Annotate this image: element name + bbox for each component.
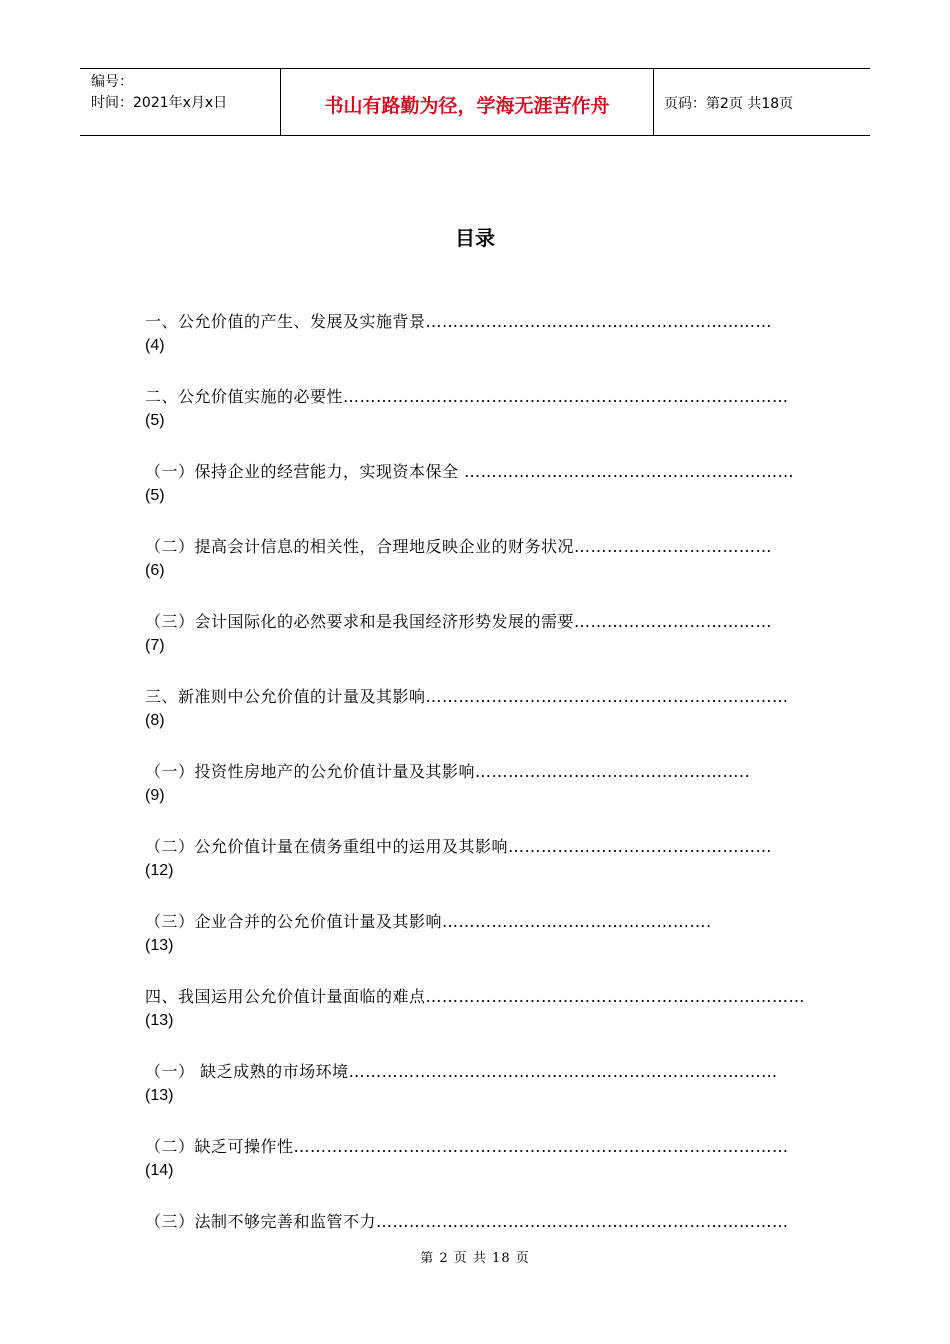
toc-entry[interactable]	[145, 535, 807, 610]
toc-entry[interactable]	[145, 310, 807, 385]
toc-entry-text: 四、我国运用公允价值计量面临的难点……………………………………………………………	[145, 987, 806, 1006]
serial-label: 编号：	[91, 74, 133, 90]
toc-entry-page: (13)	[145, 1087, 174, 1104]
toc-entry-text: （三）企业合并的公允价值计量及其影响………………………………………….	[145, 912, 712, 931]
toc-entry[interactable]	[145, 685, 807, 760]
toc-entry-page: (5)	[145, 412, 165, 429]
toc-entry-page: (4)	[145, 337, 165, 354]
toc-entry-page: (13)	[145, 937, 174, 954]
header-page-info: 页码：第2页 共18页	[664, 96, 794, 112]
toc-entry-text: 二、公允价值实施的必要性………………………………………………………………………	[145, 387, 789, 406]
toc-entry-text: （一）投资性房地产的公允价值计量及其影响…………………………………………..	[145, 762, 751, 781]
toc-entry[interactable]	[145, 610, 807, 685]
toc-entry-page: (12)	[145, 862, 174, 879]
toc-entry-text: （一）保持企业的经营能力，实现资本保全 ……………………………………………………	[145, 462, 795, 481]
toc-entry-text: （三）会计国际化的必然要求和是我国经济形势发展的需要………………………………	[145, 612, 773, 631]
toc-entry-text: （一） 缺乏成熟的市场环境……………………………………………………………………	[145, 1062, 778, 1081]
toc-entry[interactable]	[145, 1060, 807, 1135]
toc-entry-text: （二）提高会计信息的相关性，合理地反映企业的财务状况………………………………	[145, 537, 773, 556]
toc-entry[interactable]	[145, 985, 807, 1060]
toc-entry-page: (13)	[145, 1012, 174, 1029]
table-of-contents	[145, 310, 807, 1285]
toc-entry-text: （二）缺乏可操作性………………………………………………………………………………	[145, 1137, 789, 1156]
toc-entry-page: (6)	[145, 562, 165, 579]
toc-entry[interactable]	[145, 385, 807, 460]
toc-entry-text: 三、新准则中公允价值的计量及其影响…………………………………………………………	[145, 687, 789, 706]
toc-entry[interactable]	[145, 910, 807, 985]
toc-entry-page: (8)	[145, 712, 165, 729]
page-header	[80, 68, 870, 136]
page-title: 目录	[455, 226, 495, 250]
toc-entry-text: 一、公允价值的产生、发展及实施背景………………………………………………………	[145, 312, 773, 331]
toc-entry[interactable]	[145, 460, 807, 535]
page-footer: 第 2 页 共 18 页	[420, 1251, 530, 1266]
header-meta	[80, 69, 281, 135]
toc-entry-page: (9)	[145, 787, 165, 804]
time-label: 时间：2021年x月x日	[91, 95, 228, 111]
toc-entry[interactable]	[145, 835, 807, 910]
toc-entry-text: （二）公允价值计量在债务重组中的运用及其影响…………………………………………	[145, 837, 773, 856]
toc-entry-text: （三）法制不够完善和监管不力…………………………………………………………………	[145, 1212, 789, 1231]
toc-entry[interactable]	[145, 1135, 807, 1210]
header-motto: 书山有路勤为径，学海无涯苦作舟	[281, 69, 654, 135]
toc-entry-page: (5)	[145, 487, 165, 504]
toc-entry-page: (7)	[145, 637, 165, 654]
toc-entry[interactable]	[145, 760, 807, 835]
toc-entry-page: (14)	[145, 1162, 174, 1179]
